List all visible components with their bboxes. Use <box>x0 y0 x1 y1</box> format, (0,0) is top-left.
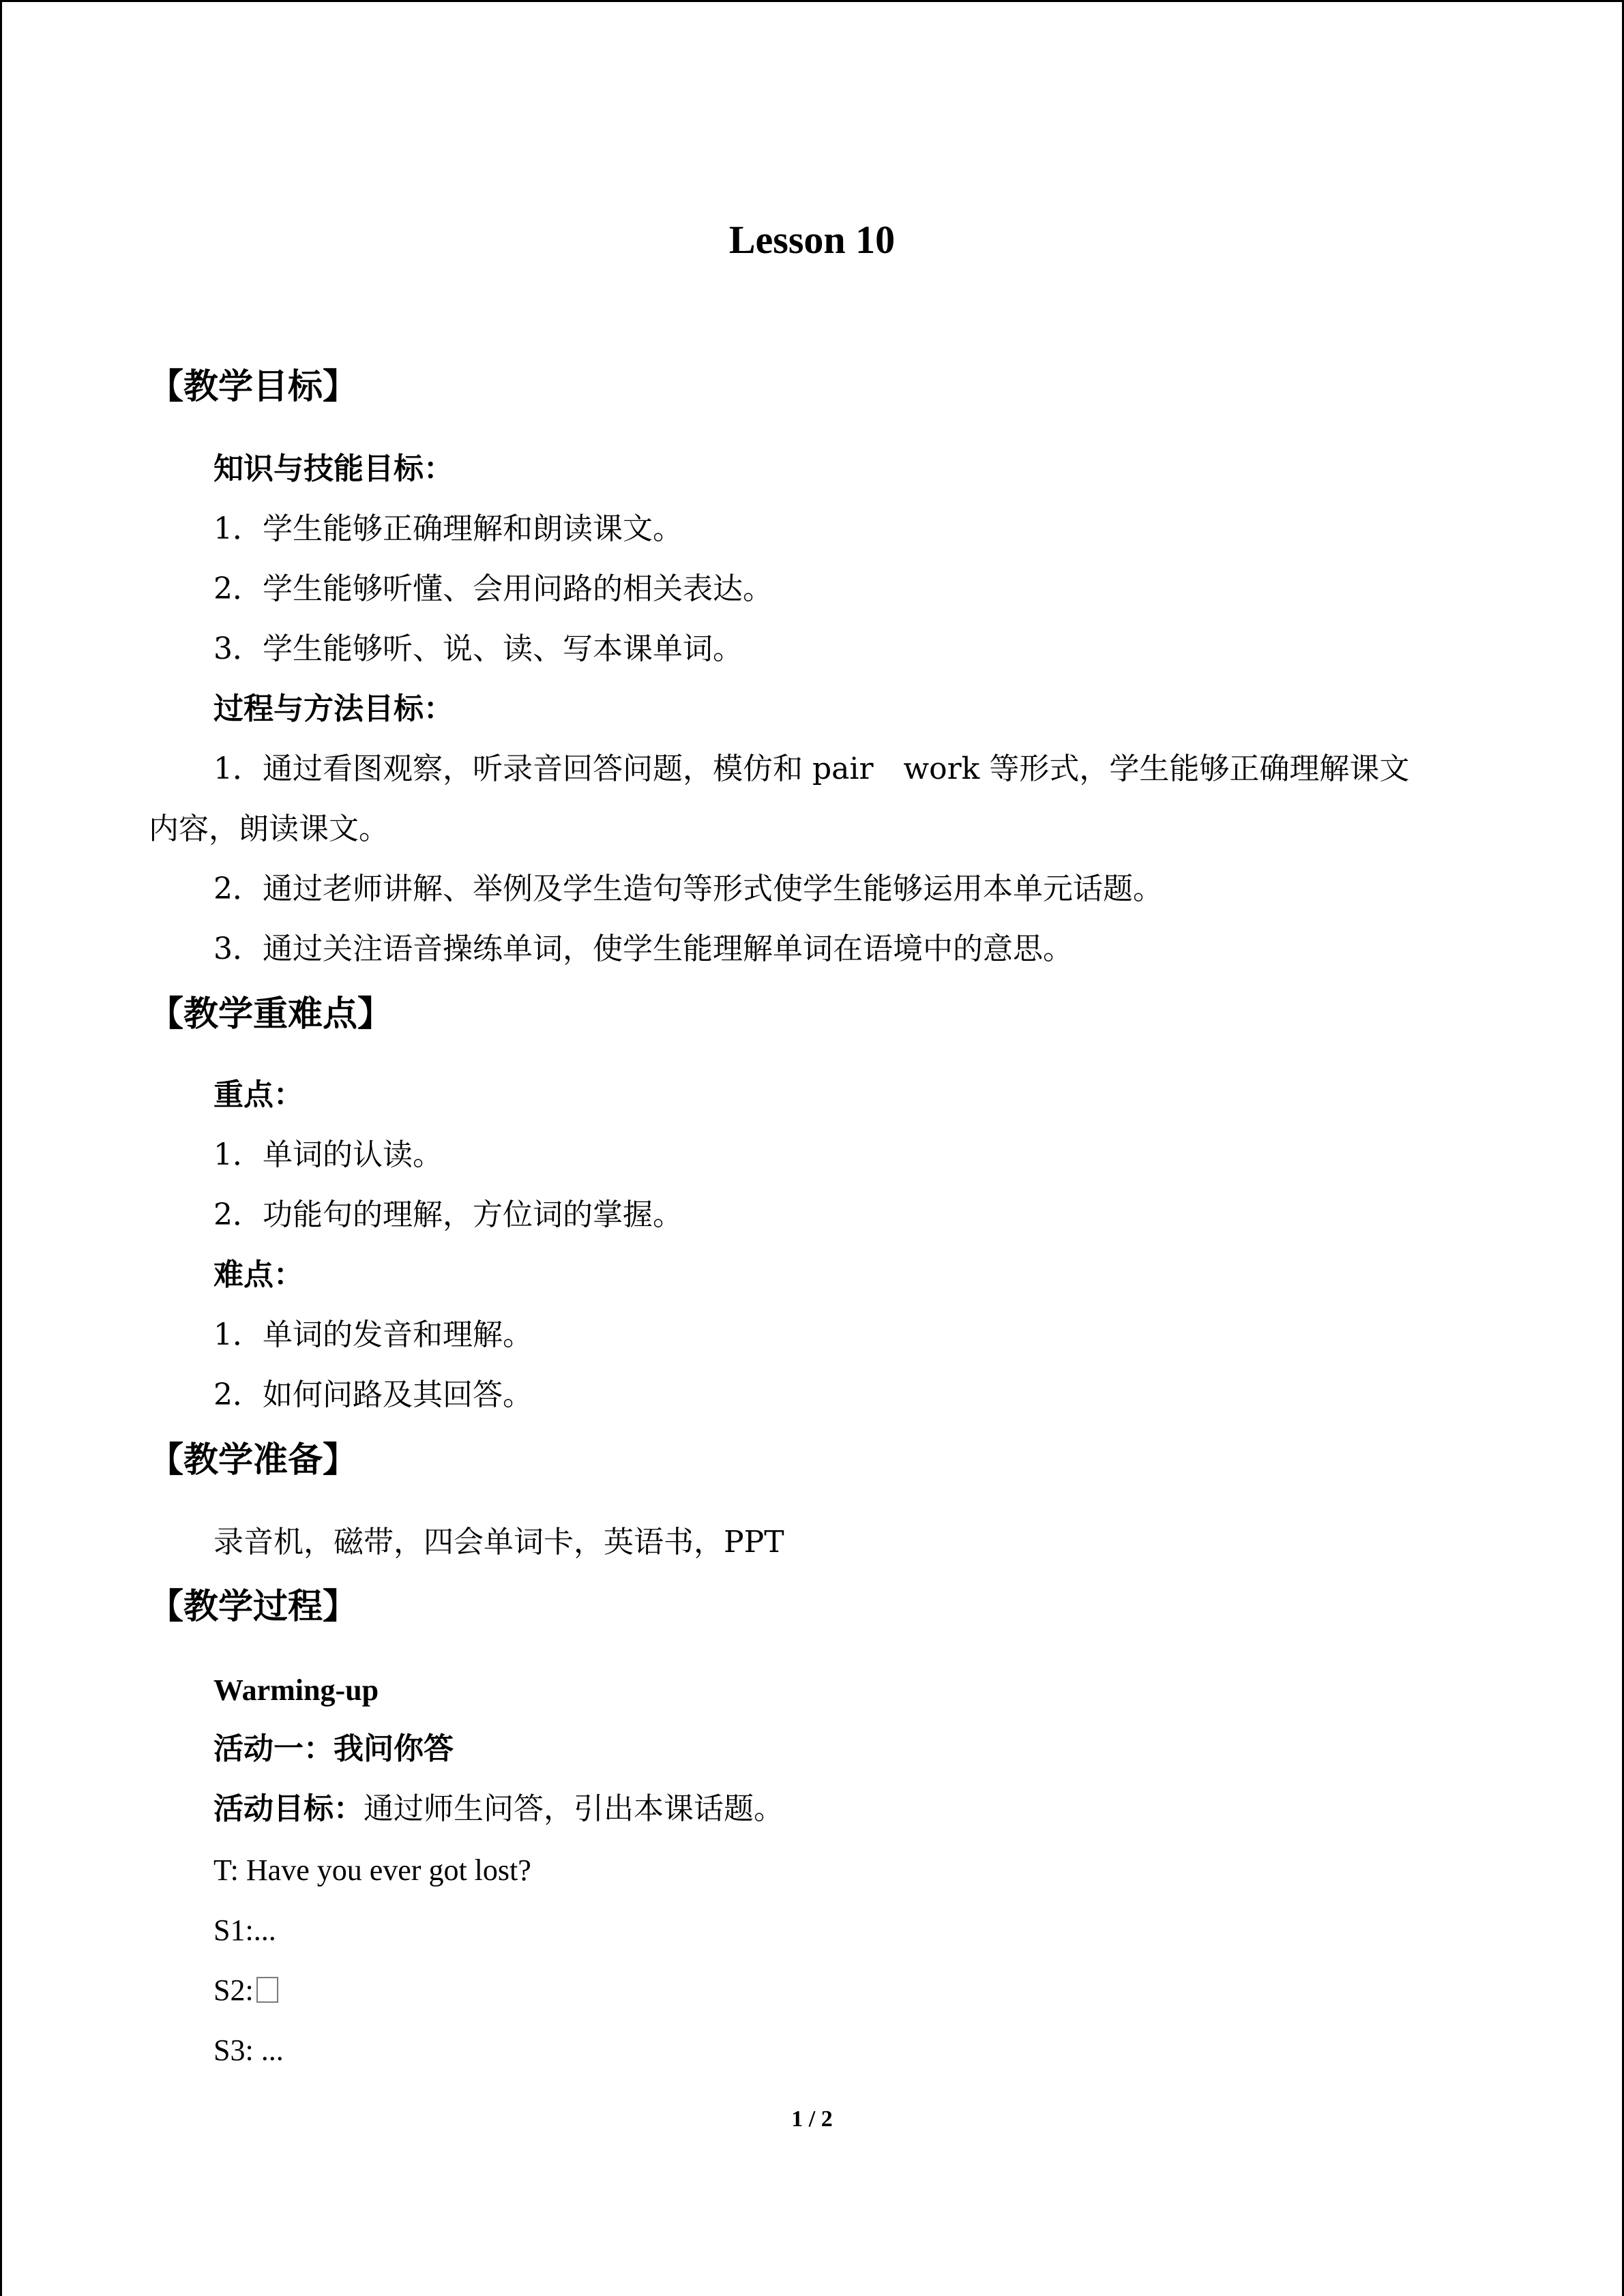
activity-goal <box>213 1787 784 1832</box>
knowledge-item-1: 1．学生能够正确理解和朗读课文。 <box>213 511 683 546</box>
process-item-2: 2．通过老师讲解、举例及学生造句等形式使学生能够运用本单元话题。 <box>213 871 1163 906</box>
activity-goal-text: 通过师生问答，引出本课话题。 <box>364 1791 784 1826</box>
page-border-left <box>0 0 2 2296</box>
page-number: 1 / 2 <box>791 2106 833 2132</box>
process-item-3: 3．通过关注语音操练单词，使学生能理解单词在语境中的意思。 <box>213 931 1073 966</box>
difficulty-heading: 难点： <box>213 1257 304 1292</box>
section-heading-preparation: 【教学准备】 <box>149 1440 358 1480</box>
section-heading-key-points: 【教学重难点】 <box>149 994 393 1034</box>
stage-warming-up: Warming-up <box>213 1673 379 1707</box>
knowledge-item-2: 2．学生能够听懂、会用问路的相关表达。 <box>213 571 773 606</box>
process-method-heading: 过程与方法目标： <box>213 691 454 726</box>
difficulty-item-2: 2．如何问路及其回答。 <box>213 1377 533 1412</box>
dialogue-teacher: T: Have you ever got lost? <box>213 1853 531 1887</box>
dialogue-student-3: S3: ... <box>213 2033 284 2067</box>
page-title: Lesson 10 <box>728 218 896 262</box>
focus-item-2: 2．功能句的理解，方位词的掌握。 <box>213 1197 683 1232</box>
focus-heading: 重点： <box>213 1077 304 1112</box>
knowledge-item-3: 3．学生能够听、说、读、写本课单词。 <box>213 631 743 666</box>
dialogue-student-1: S1:... <box>213 1913 276 1947</box>
difficulty-item-1: 1．单词的发音和理解。 <box>213 1317 533 1352</box>
dialogue-student-2 <box>213 1968 278 2013</box>
process-item-1-line-2: 内容，朗读课文。 <box>149 811 389 846</box>
section-heading-process: 【教学过程】 <box>149 1586 358 1627</box>
section-heading-objectives: 【教学目标】 <box>149 366 358 407</box>
preparation-materials: 录音机，磁带，四会单词卡，英语书，PPT <box>213 1525 784 1560</box>
focus-item-1: 1．单词的认读。 <box>213 1137 443 1172</box>
dialogue-student-2-text: S2: <box>213 1973 254 2007</box>
knowledge-skills-heading: 知识与技能目标： <box>213 451 454 486</box>
activity-title: 活动一：我问你答 <box>213 1731 454 1766</box>
page-border-top <box>0 0 1624 2</box>
activity-goal-label: 活动目标： <box>213 1791 364 1826</box>
process-item-1-line-1: 1．通过看图观察，听录音回答问题，模仿和 pair work 等形式，学生能够正确理解课文 <box>213 751 1410 786</box>
missing-glyph-box <box>256 1977 278 2003</box>
